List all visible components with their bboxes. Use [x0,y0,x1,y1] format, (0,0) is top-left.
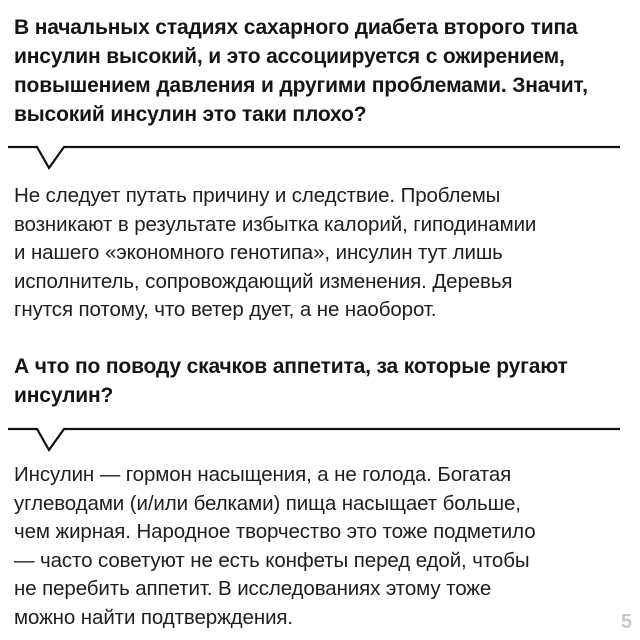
answer-1: Не следует путать причину и следствие. Проблемы возникают в результате избытка калорий, гиподинамии и нашего «экономного генотипа», инсулин тут лишь исполнитель, сопровождающий изменения. Деревья гнутся потому, что ветер дует, а не наоборот. [14,184,537,322]
question-1: В начальных стадиях сахарного диабета второго типа инсулин высокий, и это ассоциируется с ожирением, повышением давления и другими проблемами. Значит, высокий инсулин это таки плохо? [14,16,588,126]
answer-2: Инсулин — гормон насыщения, а не голода. Богатая углеводами (и/или белками) пища насыщает больше, чем жирная. Народное творчество это тоже подметило — часто советуют не есть конфеты перед едой, чтобы не перебить аппетит. В исследованиях этому тоже можно найти подтверждения. [14,463,536,629]
question-2: А что по поводу скачков аппетита, за которые ругают инсулин? [14,355,568,407]
speech-divider-1 [0,134,640,174]
speech-divider-2 [0,416,640,456]
page-number: 5 [620,611,632,633]
